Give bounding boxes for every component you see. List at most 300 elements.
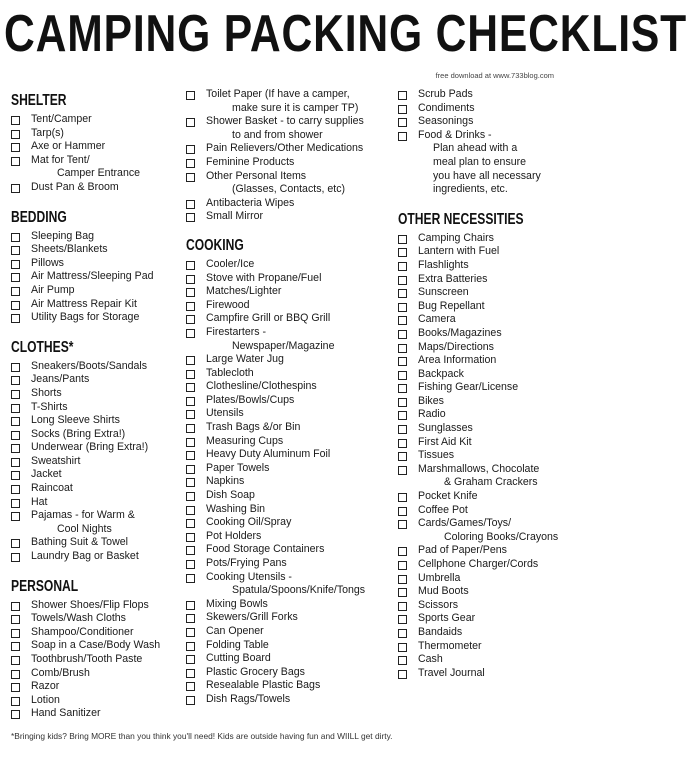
item-line: Heavy Duty Aluminum Foil: [206, 448, 331, 461]
item-text: [31, 550, 181, 564]
checklist-item: [398, 300, 560, 314]
item-line: Washing Bin: [206, 502, 266, 515]
checklist-item: [11, 360, 181, 374]
checkbox[interactable]: [11, 629, 20, 638]
checkbox[interactable]: [186, 329, 195, 338]
checkbox[interactable]: [186, 614, 195, 623]
checkbox[interactable]: [186, 118, 195, 127]
checkbox[interactable]: [398, 507, 407, 516]
checklist-item: [186, 462, 391, 476]
checkbox[interactable]: [398, 452, 407, 461]
checklist-item: [398, 395, 560, 409]
checklist-item: [186, 258, 391, 272]
checkbox[interactable]: [398, 330, 407, 339]
checkbox[interactable]: [398, 248, 407, 257]
checkbox[interactable]: [398, 411, 407, 420]
checkbox[interactable]: [11, 539, 20, 548]
item-line: Toothbrush/Tooth Paste: [31, 653, 143, 665]
checkbox[interactable]: [11, 697, 20, 706]
checkbox[interactable]: [398, 466, 407, 475]
item-line: Long Sleeve Shirts: [31, 414, 120, 427]
checklist-item: [186, 557, 391, 571]
checkbox[interactable]: [186, 383, 195, 392]
item-text: [206, 353, 391, 367]
item-line: Laundry Bag or Basket: [31, 550, 139, 563]
item-line: Scissors: [418, 598, 459, 611]
item-line: Area Information: [418, 354, 497, 367]
item-text: [31, 496, 181, 510]
checklist-item: [186, 407, 391, 421]
checkbox[interactable]: [11, 499, 20, 508]
checklist-item: [398, 286, 560, 300]
checkbox[interactable]: [186, 356, 195, 365]
item-line: Lantern with Fuel: [418, 245, 500, 258]
item-line: Bikes: [418, 394, 444, 407]
checkbox[interactable]: [398, 670, 407, 679]
checklist-items: [186, 88, 391, 224]
checkbox[interactable]: [186, 601, 195, 610]
checkbox[interactable]: [186, 173, 195, 182]
checkbox[interactable]: [186, 546, 195, 555]
checklist-item: [11, 428, 181, 442]
item-line: Maps/Directions: [418, 340, 494, 353]
checkbox[interactable]: [11, 553, 20, 562]
checkbox[interactable]: [398, 602, 407, 611]
checkbox[interactable]: [398, 588, 407, 597]
item-line: Folding Table: [206, 638, 269, 651]
item-line: Pot Holders: [206, 529, 262, 542]
item-line: Cutting Board: [206, 652, 271, 665]
checkbox[interactable]: [398, 276, 407, 285]
checkbox[interactable]: [11, 287, 20, 296]
item-line: Toilet Paper (If have a camper,: [206, 88, 350, 100]
item-text: [206, 285, 391, 299]
item-text: [418, 259, 560, 273]
checkbox[interactable]: [11, 301, 20, 310]
checkbox[interactable]: [186, 519, 195, 528]
checklist-item: [398, 313, 560, 327]
checkbox[interactable]: [398, 105, 407, 114]
item-line: meal plan to ensure: [433, 155, 527, 168]
item-line: Pajamas - for Warm &: [31, 509, 135, 522]
checkbox[interactable]: [186, 200, 195, 209]
checkbox[interactable]: [398, 303, 407, 312]
item-text: [418, 449, 560, 463]
checkbox[interactable]: [186, 275, 195, 284]
checkbox[interactable]: [11, 314, 20, 323]
checkbox[interactable]: [398, 425, 407, 434]
checklist-item: [398, 436, 560, 450]
checkbox[interactable]: [398, 344, 407, 353]
checkbox[interactable]: [398, 357, 407, 366]
footnote: *Bringing kids? Bring MORE than you think you'll need! Kids are outside having fun and WIILL get dirty.: [11, 731, 393, 741]
item-line: Backpack: [418, 367, 464, 380]
item-text: [206, 639, 391, 653]
checklist-item: [186, 272, 391, 286]
item-text: [31, 270, 181, 284]
item-text: [31, 387, 181, 401]
item-text: [206, 557, 391, 571]
checkbox[interactable]: [11, 471, 20, 480]
item-text: [31, 113, 181, 127]
item-line: Thermometer: [418, 639, 482, 652]
item-line: to and from shower: [232, 128, 323, 141]
checkbox[interactable]: [11, 376, 20, 385]
checkbox[interactable]: [398, 398, 407, 407]
item-text: [206, 652, 391, 666]
checklist-section: [11, 578, 181, 721]
checkbox[interactable]: [398, 520, 407, 529]
checkbox[interactable]: [398, 132, 407, 141]
checklist-item: [186, 530, 391, 544]
checkbox[interactable]: [186, 397, 195, 406]
item-line: Lotion: [31, 693, 60, 706]
item-line: Jacket: [31, 468, 62, 481]
item-line: you have all necessary: [433, 169, 541, 182]
item-text: [31, 639, 181, 653]
checkbox[interactable]: [398, 289, 407, 298]
checkbox[interactable]: [11, 130, 20, 139]
checkbox[interactable]: [186, 438, 195, 447]
item-text: [31, 373, 181, 387]
checkbox[interactable]: [398, 235, 407, 244]
checkbox[interactable]: [186, 159, 195, 168]
checkbox[interactable]: [11, 615, 20, 624]
item-text: [206, 142, 391, 156]
item-line: Plastic Grocery Bags: [206, 665, 305, 678]
item-text: [206, 679, 391, 693]
checklist-item: [398, 115, 560, 129]
item-line: Axe or Hammer: [31, 140, 106, 153]
item-line: Camping Chairs: [418, 231, 494, 244]
checkbox[interactable]: [186, 682, 195, 691]
item-line: Tarp(s): [31, 126, 64, 139]
checkbox[interactable]: [186, 370, 195, 379]
item-text: [206, 258, 391, 272]
checkbox[interactable]: [186, 261, 195, 270]
checklist-item: [11, 230, 181, 244]
checklist-item: [398, 449, 560, 463]
checklist-item: [398, 640, 560, 654]
item-text: [418, 667, 560, 681]
checklist-item: [398, 259, 560, 273]
item-text: [418, 436, 560, 450]
checklist-item: [11, 626, 181, 640]
item-text: [418, 129, 560, 197]
checkbox[interactable]: [11, 363, 20, 372]
item-line: Cooking Utensils -: [206, 570, 292, 583]
checklist-item: [186, 156, 391, 170]
checkbox[interactable]: [398, 629, 407, 638]
checkbox[interactable]: [186, 506, 195, 515]
checklist-item: [11, 599, 181, 613]
checklist-item: [186, 142, 391, 156]
checklist-item: [186, 367, 391, 381]
checkbox[interactable]: [186, 533, 195, 542]
checklist-items: [11, 360, 181, 564]
checklist-items: [11, 113, 181, 195]
item-line: Flashlights: [418, 258, 469, 271]
checkbox[interactable]: [11, 157, 20, 166]
checklist-item: [398, 667, 560, 681]
checklist-item: [398, 612, 560, 626]
item-text: [206, 272, 391, 286]
checklist-item: [11, 154, 181, 181]
checklist-section: [11, 92, 181, 195]
checkbox[interactable]: [186, 696, 195, 705]
item-line: Skewers/Grill Forks: [206, 611, 298, 624]
item-text: [418, 313, 560, 327]
checklist-section: [11, 339, 181, 564]
item-text: [206, 666, 391, 680]
item-line: Small Mirror: [206, 210, 264, 223]
checkbox[interactable]: [186, 465, 195, 474]
item-text: [206, 394, 391, 408]
item-line: (Glasses, Contacts, etc): [232, 183, 346, 196]
checkbox[interactable]: [11, 143, 20, 152]
checkbox[interactable]: [11, 233, 20, 242]
checkbox[interactable]: [11, 431, 20, 440]
checkbox[interactable]: [186, 424, 195, 433]
checkbox[interactable]: [186, 302, 195, 311]
checkbox[interactable]: [11, 404, 20, 413]
checkbox[interactable]: [186, 451, 195, 460]
checkbox[interactable]: [186, 628, 195, 637]
item-line: Air Pump: [31, 283, 75, 296]
item-line: Shower Shoes/Flip Flops: [31, 598, 149, 611]
checklist-item: [186, 448, 391, 462]
item-line: Pocket Knife: [418, 490, 478, 503]
item-text: [31, 243, 181, 257]
item-text: [418, 273, 560, 287]
checklist-item: [11, 298, 181, 312]
item-line: Utility Bags for Storage: [31, 311, 140, 324]
checklist-item: [11, 482, 181, 496]
checkbox[interactable]: [11, 116, 20, 125]
checklist-item: [186, 475, 391, 489]
checklist-item: [398, 408, 560, 422]
checklist-section: [11, 209, 181, 325]
checklist-item: [186, 285, 391, 299]
item-line: Raincoat: [31, 482, 73, 495]
item-line: Fishing Gear/License: [418, 381, 519, 394]
checkbox[interactable]: [186, 288, 195, 297]
checkbox[interactable]: [398, 118, 407, 127]
checkbox[interactable]: [186, 492, 195, 501]
checklist-item: [398, 544, 560, 558]
checklist-item: [11, 401, 181, 415]
item-text: [206, 489, 391, 503]
item-text: [31, 360, 181, 374]
item-text: [31, 140, 181, 154]
item-text: [31, 694, 181, 708]
checklist-item: [398, 273, 560, 287]
checklist-item: [11, 536, 181, 550]
item-text: [206, 571, 391, 598]
item-line: Hat: [31, 495, 48, 508]
checklist-item: [11, 441, 181, 455]
item-line: Camera: [418, 313, 456, 326]
checkbox[interactable]: [11, 246, 20, 255]
checklist-item: [398, 599, 560, 613]
item-text: [418, 504, 560, 518]
item-text: [31, 455, 181, 469]
item-line: Other Personal Items: [206, 169, 307, 182]
checkbox[interactable]: [398, 262, 407, 271]
item-line: Paper Towels: [206, 461, 270, 474]
item-line: Pain Relievers/Other Medications: [206, 142, 364, 155]
checkbox[interactable]: [186, 213, 195, 222]
checkbox[interactable]: [11, 683, 20, 692]
item-text: [418, 408, 560, 422]
item-text: [418, 653, 560, 667]
checkbox[interactable]: [11, 656, 20, 665]
item-line: Coffee Pot: [418, 503, 468, 516]
checkbox[interactable]: [186, 410, 195, 419]
item-line: Tent/Camper: [31, 113, 92, 125]
checkbox[interactable]: [398, 493, 407, 502]
checkbox[interactable]: [398, 439, 407, 448]
checkbox[interactable]: [186, 655, 195, 664]
checklist-item: [398, 463, 560, 490]
item-text: [418, 612, 560, 626]
item-text: [206, 170, 391, 197]
item-line: Comb/Brush: [31, 666, 90, 679]
item-line: Hand Sanitizer: [31, 707, 101, 720]
checkbox[interactable]: [11, 273, 20, 282]
item-line: Clothesline/Clothespins: [206, 380, 317, 393]
checklist-item: [398, 102, 560, 116]
section-heading: SHELTER: [11, 92, 67, 109]
checkbox[interactable]: [11, 458, 20, 467]
item-line: Sweatshirt: [31, 454, 81, 467]
checklist-item: [186, 115, 391, 142]
checklist-item: [398, 585, 560, 599]
checklist-item: [186, 197, 391, 211]
checkbox[interactable]: [186, 478, 195, 487]
item-line: Soap in a Case/Body Wash: [31, 639, 161, 652]
item-line: Sheets/Blankets: [31, 243, 108, 256]
item-text: [31, 428, 181, 442]
checklist-item: [398, 129, 560, 197]
checkbox[interactable]: [186, 315, 195, 324]
checkbox[interactable]: [398, 656, 407, 665]
checklist-item: [398, 354, 560, 368]
checkbox[interactable]: [186, 574, 195, 583]
item-text: [206, 435, 391, 449]
item-line: Sleeping Bag: [31, 229, 95, 242]
checklist-items: [11, 599, 181, 721]
checkbox[interactable]: [398, 615, 407, 624]
checkbox[interactable]: [186, 91, 195, 100]
item-text: [206, 448, 391, 462]
item-line: ingredients, etc.: [433, 183, 508, 196]
item-text: [31, 414, 181, 428]
checkbox[interactable]: [11, 710, 20, 719]
item-line: Food & Drinks -: [418, 128, 492, 141]
item-text: [418, 368, 560, 382]
checkbox[interactable]: [11, 417, 20, 426]
item-line: Shampoo/Conditioner: [31, 625, 134, 638]
item-text: [31, 401, 181, 415]
checkbox[interactable]: [398, 91, 407, 100]
item-text: [31, 230, 181, 244]
item-text: [418, 300, 560, 314]
item-text: [418, 463, 560, 490]
item-line: T-Shirts: [31, 400, 68, 413]
checklist-item: [186, 489, 391, 503]
checkbox[interactable]: [186, 560, 195, 569]
checkbox[interactable]: [398, 561, 407, 570]
checkbox[interactable]: [11, 260, 20, 269]
checkbox[interactable]: [11, 670, 20, 679]
item-line: Tissues: [418, 449, 455, 462]
checkbox[interactable]: [11, 485, 20, 494]
item-line: Bug Repellant: [418, 299, 485, 312]
item-line: Mixing Bowls: [206, 597, 268, 610]
checkbox[interactable]: [11, 512, 20, 521]
item-line: Dish Soap: [206, 489, 255, 502]
checklist-item: [398, 327, 560, 341]
checkbox[interactable]: [186, 642, 195, 651]
checkbox[interactable]: [11, 444, 20, 453]
checkbox[interactable]: [11, 390, 20, 399]
item-text: [418, 572, 560, 586]
item-line: Jeans/Pants: [31, 373, 90, 386]
item-line: Sunglasses: [418, 422, 473, 435]
checkbox[interactable]: [186, 669, 195, 678]
checklist-item: [186, 210, 391, 224]
item-text: [418, 381, 560, 395]
checklist-item: [186, 543, 391, 557]
item-line: Air Mattress/Sleeping Pad: [31, 270, 154, 283]
checklist-item: [186, 380, 391, 394]
item-line: Newspaper/Magazine: [232, 339, 335, 352]
item-text: [418, 640, 560, 654]
checkbox[interactable]: [11, 602, 20, 611]
checkbox[interactable]: [398, 575, 407, 584]
item-line: Pots/Frying Pans: [206, 557, 287, 569]
item-text: [31, 653, 181, 667]
checklist-item: [186, 353, 391, 367]
item-line: Sunscreen: [418, 286, 469, 299]
item-line: Antibacteria Wipes: [206, 196, 295, 209]
checkbox[interactable]: [398, 316, 407, 325]
item-line: First Aid Kit: [418, 435, 472, 448]
checklist-item: [11, 181, 181, 195]
checkbox[interactable]: [11, 184, 20, 193]
item-text: [418, 286, 560, 300]
item-line: Seasonings: [418, 115, 474, 128]
item-text: [31, 257, 181, 271]
checkbox[interactable]: [11, 642, 20, 651]
item-text: [418, 626, 560, 640]
checklist-item: [11, 140, 181, 154]
item-line: Razor: [31, 680, 60, 693]
checklist-item: [11, 311, 181, 325]
item-line: Underwear (Bring Extra!): [31, 441, 149, 454]
checkbox[interactable]: [186, 145, 195, 154]
checkbox[interactable]: [398, 643, 407, 652]
checkbox[interactable]: [398, 384, 407, 393]
checklist-item: [186, 639, 391, 653]
checkbox[interactable]: [398, 371, 407, 380]
item-line: Utensils: [206, 407, 244, 420]
checkbox[interactable]: [398, 547, 407, 556]
item-line: Cards/Games/Toys/: [418, 517, 512, 530]
checklist-item: [398, 490, 560, 504]
checklist-item: [398, 558, 560, 572]
